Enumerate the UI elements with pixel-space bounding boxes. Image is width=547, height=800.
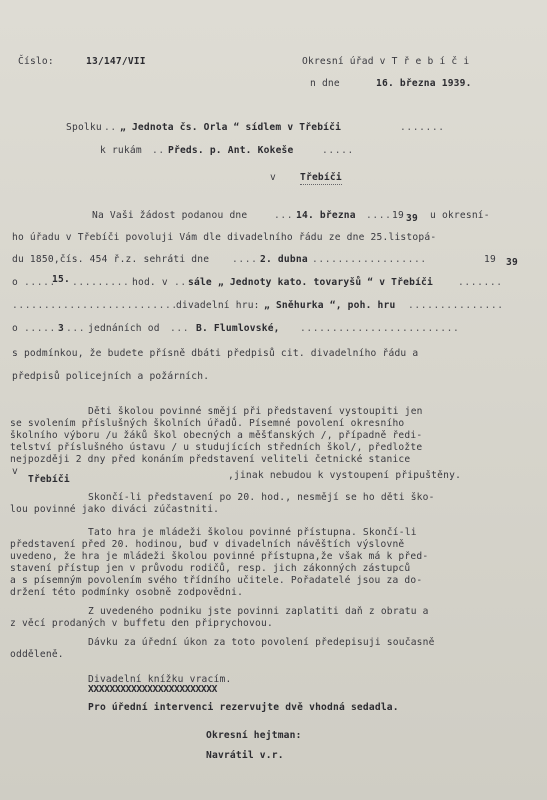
paragraph-line: Z uvedeného podniku jste povinni zaplatiti daň z obratu a (88, 606, 429, 617)
paragraph-line: se svolením příslušných školních úřadů. Písemné povolení okresního (10, 418, 405, 429)
body-line: Na Vaši žádost podanou dne (92, 210, 248, 221)
paragraph-line: lou povinné jako diváci zúčastniti. (10, 504, 220, 515)
paragraph-line: nejpozději 2 dny před konáním představení veliteli četnické stanice (10, 454, 411, 465)
venue: sále „ Jednoty kato. tovaryšů “ v Třebíči (188, 277, 434, 288)
paragraph-line: telství příslušného ústavu / u studujících středních škol/, předložte (10, 442, 423, 453)
author: B. Flumlovské, (196, 323, 280, 334)
paragraph-line: školního výboru /u žáků škol obecných a měšťanských /, případně ředi- (10, 430, 423, 441)
strike-overtype: XXXXXXXXXXXXXXXXXXXXXXXX (88, 684, 218, 695)
paragraph-place: Třebíči (28, 474, 70, 485)
dot-leader: ..... (24, 323, 56, 334)
body-line: hod. v (132, 277, 168, 288)
performance-hour: 15. (52, 274, 70, 285)
dot-leader: ....... (458, 277, 503, 288)
dot-leader: ......... (72, 277, 130, 288)
body-line: o (12, 277, 18, 288)
struck-line: Divadelní knížku vracím. (88, 674, 232, 685)
dot-leader: ... (170, 323, 190, 334)
paragraph-line: Tato hra je mládeži školou povinné přístupna. Skončí-li (88, 527, 417, 538)
rukam-value: Předs. p. Ant. Kokeše (168, 145, 294, 156)
paragraph-line: Skončí-li představení po 20. hod., nesmějí se ho děti ško- (88, 492, 435, 503)
dot-leader: ..... (322, 145, 354, 156)
dot-leader: .. (174, 277, 187, 288)
dot-leader: ......................... (300, 323, 460, 334)
acts-count: 3 (58, 323, 64, 334)
office-name: Okresní úřad v T ř e b í č i (302, 56, 470, 67)
dot-leader: .................. (312, 254, 427, 265)
dot-leader: ..... (24, 277, 56, 288)
body-line: s podmínkou, že budete přísně dbáti předpisů cit. divadelního řádu a (12, 348, 419, 359)
cislo-label: Číslo: (18, 56, 54, 67)
year-suffix: 39 (506, 257, 518, 268)
cislo-value: 13/147/VII (86, 56, 146, 67)
body-line: ho úřadu v Třebíči povoluji Vám dle divadelního řádu ze dne 25.listopá- (12, 232, 437, 243)
dot-leader: ... (66, 323, 86, 334)
paragraph-line: představení před 20. hodinou, buď v divadelních návěštích výslovně (10, 539, 405, 550)
spolku-label: Spolku (66, 122, 102, 133)
dot-leader: .......................... (12, 300, 178, 311)
paragraph-line: Děti školou povinné smějí při představení vystoupiti jen (88, 406, 423, 417)
paragraph-line: odděleně. (10, 649, 64, 660)
signature-name: Navrátil v.r. (206, 750, 284, 761)
body-line: u okresní- (430, 210, 490, 221)
paragraph-v-label: v (12, 466, 18, 477)
play-title: „ Sněhurka “, poh. hru (264, 300, 396, 311)
place-name: Třebíči (300, 172, 342, 183)
spolku-value: „ Jednota čs. Orla “ sídlem v Třebíči (120, 122, 342, 133)
body-line: jednáních od (88, 323, 160, 334)
dot-leader: ............... (408, 300, 504, 311)
body-line: o (12, 323, 18, 334)
signature-title: Okresní hejtman: (206, 730, 302, 741)
v-label: v (270, 172, 276, 183)
body-line: du 1850,čís. 454 ř.z. sehráti dne (12, 254, 210, 265)
date-prefix: n dne (310, 78, 340, 89)
paragraph-line: držení této podmínky osobně zodpovědni. (10, 587, 244, 598)
paragraph-line: Dávku za úřední úkon za toto povolení předepisuji současně (88, 637, 435, 648)
dot-leader: .... (366, 210, 392, 221)
paragraph-line: uvedeno, že hra je mládeži školou povinné přístupna,že však má k před- (10, 551, 429, 562)
paragraph-line: stavení přístup jen v průvodu rodičů, resp. jich zákonných zástupců (10, 563, 411, 574)
date-value: 16. března 1939. (376, 78, 472, 89)
year-prefix: 19 (484, 254, 496, 265)
body-line: divadelní hru: (176, 300, 260, 311)
year-prefix: 19 (392, 210, 404, 221)
dot-leader: .. (104, 122, 117, 133)
paragraph-line: a s písemným povolením svého třídního učitele. Pořadatelé jsou za do- (10, 575, 423, 586)
paragraph-line: ,jinak nebudou k vystoupení připuštěny. (228, 470, 462, 481)
dot-leader: .... (232, 254, 258, 265)
dot-leader: .. (152, 145, 165, 156)
request-date: 14. března (296, 210, 356, 221)
reserve-seats-line: Pro úřední intervenci rezervujte dvě vhodná sedadla. (88, 702, 399, 713)
dot-leader: ....... (400, 122, 445, 133)
performance-date: 2. dubna (260, 254, 308, 265)
year-suffix: 39 (406, 213, 418, 224)
body-line: předpisů policejních a požárních. (12, 371, 210, 382)
dot-leader: ... (274, 210, 294, 221)
rukam-label: k rukám (100, 145, 142, 156)
paragraph-line: z věcí prodaných v buffetu den připrychovou. (10, 618, 273, 629)
